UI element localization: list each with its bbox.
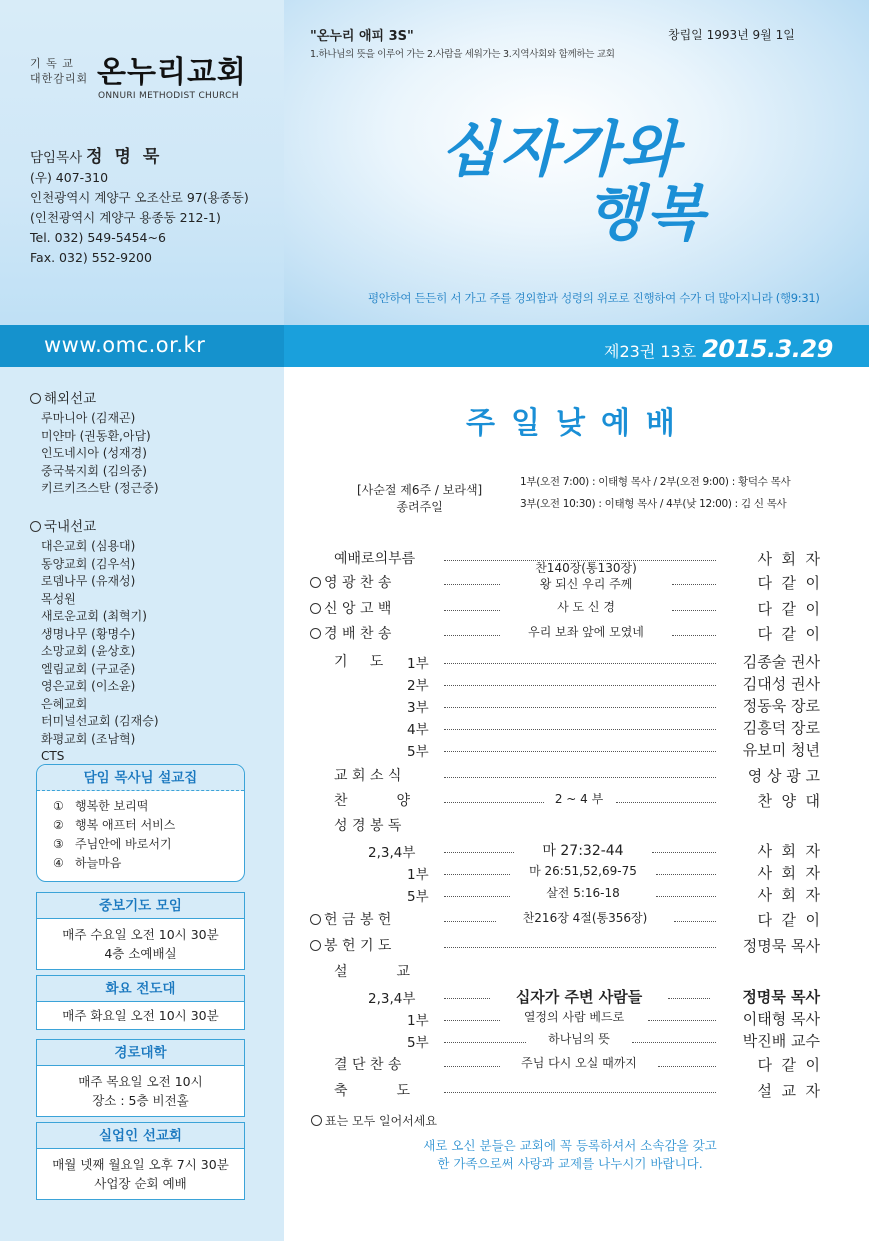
box-title: 화요 전도대 xyxy=(37,976,244,1002)
order-praise-hymn: 영 광 찬 송 찬140장(통130장) 왕 되신 우리 주께 다 같 이 xyxy=(310,572,820,594)
denomination-line2: 대한감리회 xyxy=(30,72,89,85)
order-prayer-5: 5부 유보미 청년 xyxy=(407,741,820,760)
order-offering-prayer: 봉 헌 기 도 정명묵 목사 xyxy=(310,935,820,957)
cross-icon xyxy=(311,1115,322,1126)
cross-icon xyxy=(30,521,41,532)
order-call-to-worship: 예배로의부름 사 회 자 xyxy=(334,550,820,568)
pastor-label: 담임목사 xyxy=(30,150,83,166)
box-title: 중보기도 모임 xyxy=(37,893,244,919)
order-response-hymn: 결 단 찬 송 주님 다시 오실 때까지 다 같 이 xyxy=(334,1056,820,1074)
list-item: ② 행복 애프터 서비스 xyxy=(53,818,176,832)
cross-icon xyxy=(310,603,321,614)
list-item: 화평교회 (조남혁) xyxy=(41,731,136,746)
welcome-message: 새로 오신 분들은 교회에 꼭 등록하셔서 소속감을 갖고 한 가족으로써 사랑과 교제를 나누시기 바랍니다. xyxy=(423,1138,717,1171)
cross-icon xyxy=(30,393,41,404)
theme-verse: 평안하여 든든히 서 가고 주를 경외함과 성령의 위로로 진행하여 수가 더 많아지니라 (행9:31) xyxy=(368,291,820,305)
order-sermon-1: 2,3,4부 십자가 주변 사람들 정명묵 목사 xyxy=(368,988,820,1007)
church-name-en: ONNURI METHODIST CHURCH xyxy=(98,91,239,101)
cross-icon xyxy=(310,628,321,639)
motto-title: "온누리 애피 3S" xyxy=(310,29,414,44)
issue-info xyxy=(604,335,833,363)
telephone: Tel. 032) 549-5454~6 xyxy=(30,230,166,245)
order-choir: 찬 양 2 ~ 4 부 찬 양 대 xyxy=(334,792,820,810)
fax: Fax. 032) 552-9200 xyxy=(30,250,152,265)
box-title: 실업인 선교회 xyxy=(37,1123,244,1149)
order-prayer-2: 2부 김대성 권사 xyxy=(407,675,820,694)
list-item: 미얀마 (권동환,아담) xyxy=(41,428,151,443)
sermon-collection-title: 담임 목사님 설교집 xyxy=(37,765,244,791)
order-benediction: 축 도 설 교 자 xyxy=(334,1082,820,1100)
evangelism-team-box xyxy=(36,975,245,1030)
order-scripture-1: 2,3,4부 마 27:32-44 사 회 자 xyxy=(368,842,820,861)
list-item: 생명나무 (황명수) xyxy=(41,626,136,641)
order-creed: 신 앙 고 백 사 도 신 경 다 같 이 xyxy=(310,598,820,620)
sermon-collection-list xyxy=(37,791,244,881)
liturgical-season: [사순절 제6주 / 보라색] 종려주일 xyxy=(357,483,483,514)
bulletin-title xyxy=(440,115,706,249)
title-line1: 십자가와 xyxy=(440,115,680,185)
list-item: 인도네시아 (성재경) xyxy=(41,446,147,460)
cross-icon xyxy=(310,940,321,951)
order-sermon: 설 교 xyxy=(334,964,411,980)
list-item: 목성원 xyxy=(41,591,76,606)
list-item: 새로운교회 (최혁기) xyxy=(41,609,147,623)
address-line2: (인천광역시 계양구 용종동 212-1) xyxy=(30,210,221,225)
order-sermon-2: 1부 열정의 사람 베드로 이태형 목사 xyxy=(407,1010,820,1029)
list-item: 로뎀나무 (유재성) xyxy=(41,574,136,588)
denomination-line1: 기 독 교 xyxy=(30,57,74,70)
church-name: 온누리교회 xyxy=(97,55,247,90)
title-line2: 행복 xyxy=(586,179,706,249)
senior-college-box xyxy=(36,1039,245,1117)
domestic-missions-title: 국내선교 xyxy=(30,515,96,535)
overseas-missions-title: 해외선교 xyxy=(30,387,96,407)
list-item: 소망교회 (윤상호) xyxy=(41,644,136,658)
address-line1: 인천광역시 계양구 오조산로 97(용종동) xyxy=(30,190,249,205)
list-item: ④ 하늘마음 xyxy=(53,856,122,870)
order-scripture-3: 5부 살전 5:16-18 사 회 자 xyxy=(407,886,820,905)
order-sermon-3: 5부 하나님의 뜻 박진배 교수 xyxy=(407,1032,820,1051)
issue-date: 2015.3.29 xyxy=(702,335,833,363)
issue-number: 제23권 13호 xyxy=(604,342,697,361)
cross-icon xyxy=(310,914,321,925)
order-church-news: 교 회 소 식 영 상 광 고 xyxy=(334,767,820,785)
cross-icon xyxy=(310,577,321,588)
motto-text: 1.하나님의 뜻을 이루어 가는 2.사람을 세워가는 3.지역사회와 함께하는 교회 xyxy=(310,49,615,60)
prayer-meeting-box xyxy=(36,892,245,970)
order-worship-hymn: 경 배 찬 송 우리 보좌 앞에 모였네 다 같 이 xyxy=(310,623,820,645)
box-title: 경로대학 xyxy=(37,1040,244,1066)
list-item: ① 행복한 보리떡 xyxy=(53,799,149,813)
list-item: 엘림교회 (구교준) xyxy=(41,661,136,676)
list-item: CTS xyxy=(41,749,65,763)
business-mission-box xyxy=(36,1122,245,1200)
list-item: 동양교회 (김우석) xyxy=(41,556,136,571)
order-prayer-4: 4부 김흥덕 장로 xyxy=(407,719,820,738)
website-link[interactable]: www.omc.or.kr xyxy=(44,333,206,357)
founded-date: 창립일 1993년 9월 1일 xyxy=(668,28,795,42)
list-item: ③ 주님안에 바로서기 xyxy=(53,837,172,851)
list-item: 영은교회 (이소윤) xyxy=(41,679,136,693)
list-item: 중국북지회 (김의중) xyxy=(41,463,147,478)
sermon-collection-box xyxy=(36,764,245,882)
box-body: 매주 목요일 오전 10시 장소 : 5층 비전홀 xyxy=(78,1074,203,1108)
pastor-name: 정 명 묵 xyxy=(86,147,163,167)
list-item: 키르키즈스탄 (정근중) xyxy=(41,481,159,495)
box-body: 매주 화요일 오전 10시 30분 xyxy=(62,1008,219,1023)
list-item: 대은교회 (심용대) xyxy=(41,539,136,553)
box-body: 매주 수요일 오전 10시 30분 4층 소예배실 xyxy=(62,927,219,961)
order-scripture-2: 1부 마 26:51,52,69-75 사 회 자 xyxy=(407,864,820,883)
contact-info xyxy=(30,147,249,268)
overseas-missions-list xyxy=(41,410,159,498)
order-prayer-3: 3부 정동욱 장로 xyxy=(407,697,820,716)
denomination xyxy=(30,56,88,86)
order-offering: 헌 금 봉 헌 찬216장 4절(통356장) 다 같 이 xyxy=(310,909,820,931)
worship-title: 주일낮예배 xyxy=(466,406,691,441)
list-item: 은혜교회 xyxy=(41,696,88,711)
order-scripture: 성 경 봉 독 xyxy=(334,818,402,834)
domestic-missions-list xyxy=(41,538,159,766)
list-item: 루마니아 (김재곤) xyxy=(41,411,136,425)
service-times: 1부(오전 7:00) : 이태형 목사 / 2부(오전 9:00) : 황덕수 목사 3부(오전 10:30) : 이태형 목사 / 4부(낮 12:00) : 김 신 목사 xyxy=(520,476,791,510)
order-prayer: 기 도 1부 김종술 권사 xyxy=(334,653,820,672)
list-item: 터미널선교회 (김재승) xyxy=(41,714,159,728)
box-body: 매월 넷째 월요일 오후 7시 30분 사업장 순회 예배 xyxy=(52,1157,229,1191)
postal-code: (우) 407-310 xyxy=(30,170,109,185)
standing-note: 표는 모두 일어서세요 xyxy=(311,1112,437,1129)
